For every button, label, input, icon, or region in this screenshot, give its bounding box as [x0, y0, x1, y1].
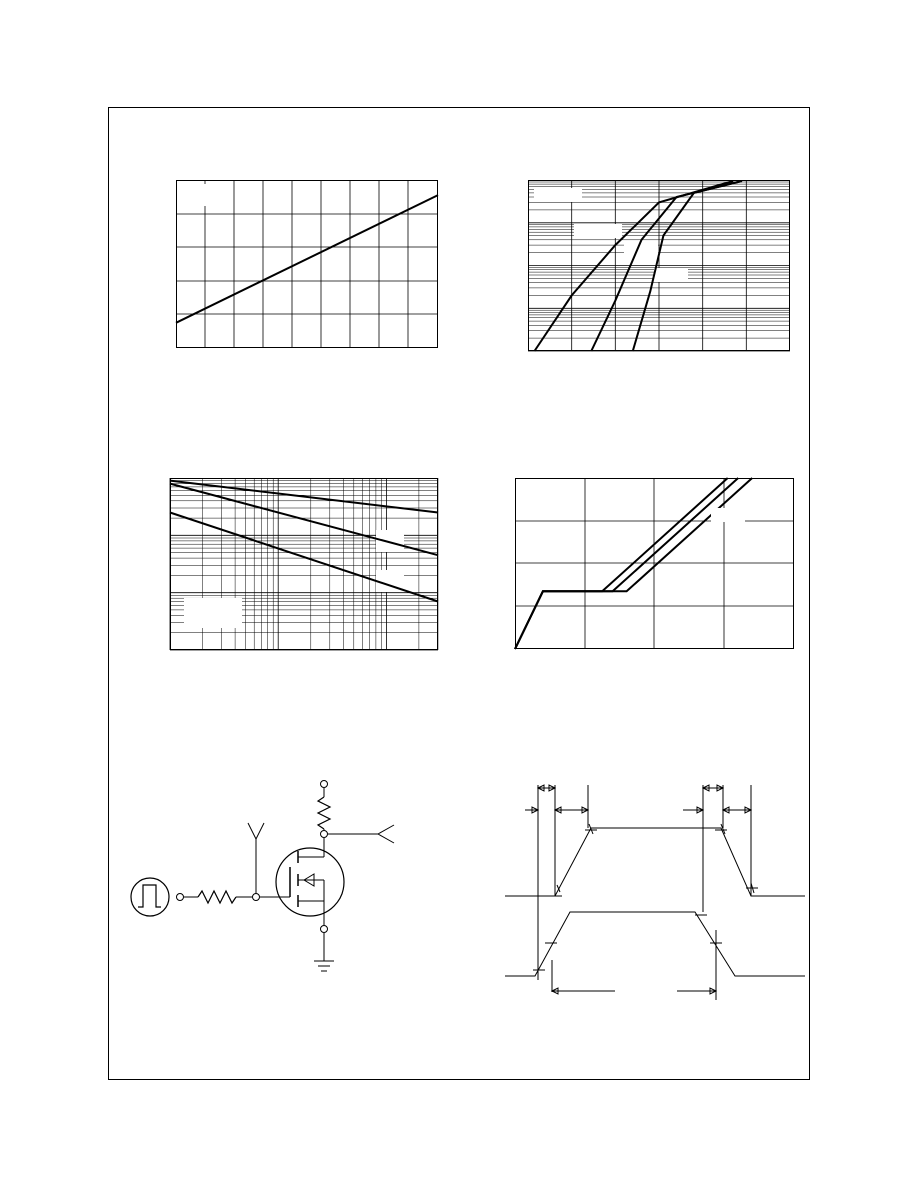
pulse-source: [131, 878, 169, 916]
output-waveform: [505, 824, 805, 896]
gate-resistor: [177, 891, 291, 903]
mosfet: [276, 838, 344, 925]
chart-1-frame: [177, 181, 438, 348]
chart-3-label-mask-3: [184, 598, 242, 628]
switching-waveforms: [505, 780, 805, 1000]
load-resistor: [318, 781, 394, 844]
input-waveform: [505, 912, 805, 976]
test-circuit: [128, 775, 408, 980]
chart-2-label-mask-4: [654, 268, 688, 282]
ground: [314, 926, 334, 972]
chart-2: [528, 180, 790, 351]
timing-markers: [538, 785, 751, 1000]
chart-3: [170, 478, 438, 650]
chart-4: [515, 478, 794, 649]
gate-probe: [248, 823, 264, 893]
chart-2-label-mask-2: [574, 224, 622, 238]
chart-4-label-mask: [711, 508, 745, 522]
chart-1-label-mask: [198, 184, 212, 206]
chart-2-label-mask-1: [534, 188, 582, 202]
chart-4-frame: [516, 479, 794, 649]
chart-3-label-mask-1: [376, 530, 404, 552]
chart-1: [176, 180, 438, 348]
chart-2-label-mask-3: [624, 244, 658, 258]
